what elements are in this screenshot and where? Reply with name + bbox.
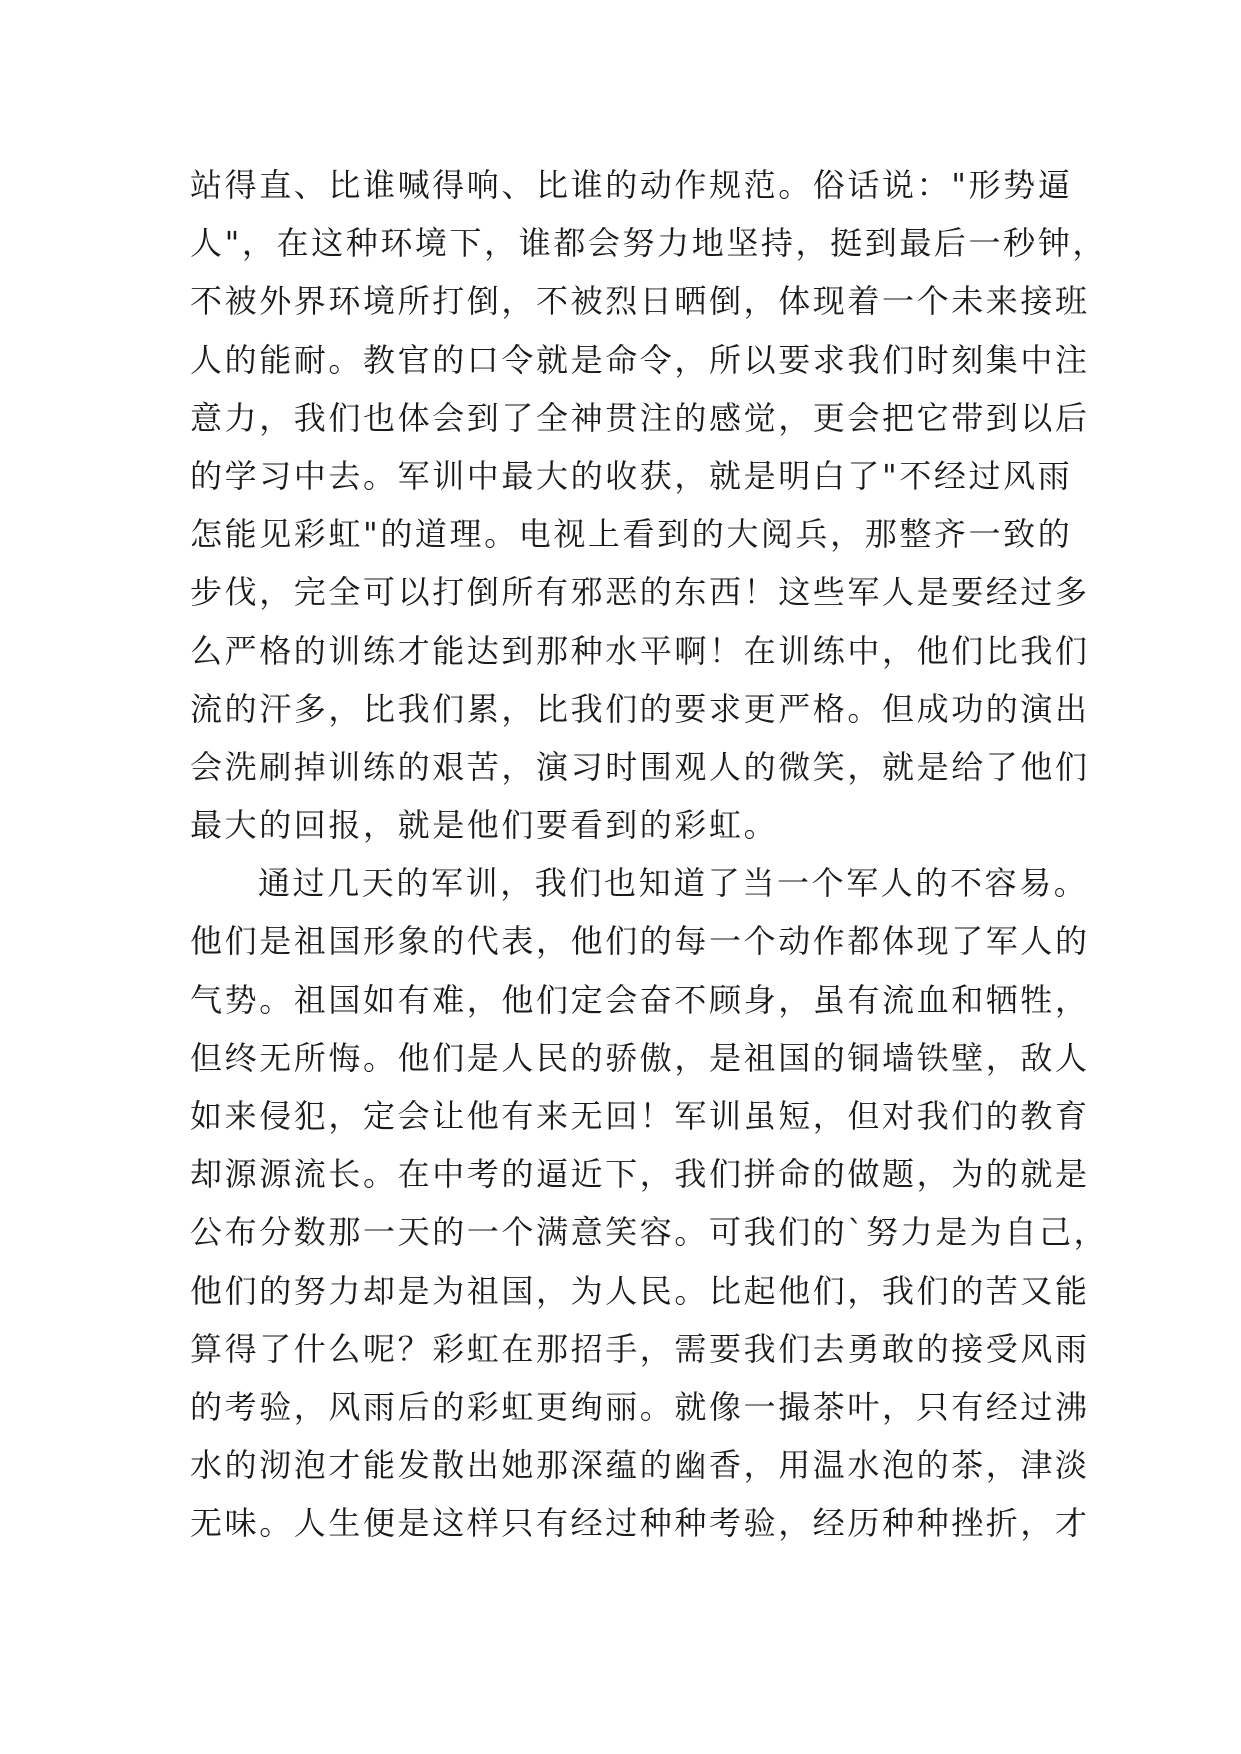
text-line: 无味。人生便是这样只有经过种种考验，经历种种挫折，才 — [190, 1504, 1090, 1543]
text-line: 步伐，完全可以打倒所有邪恶的东西！这些军人是要经过多 — [190, 573, 1090, 612]
text-line: 水的沏泡才能发散出她那深蕴的幽香，用温水泡的茶，津淡 — [190, 1446, 1090, 1485]
text-line: 怎能见彩虹"的道理。电视上看到的大阅兵，那整齐一致的 — [190, 515, 1073, 554]
text-line: 他们是祖国形象的代表，他们的每一个动作都体现了军人的 — [190, 922, 1090, 961]
text-line: 算得了什么呢？彩虹在那招手，需要我们去勇敢的接受风雨 — [190, 1329, 1090, 1368]
text-line: 的学习中去。军训中最大的收获，就是明白了"不经过风雨 — [190, 456, 1073, 495]
text-line: 人"，在这种环境下，谁都会努力地坚持，挺到最后一秒钟， — [190, 224, 1107, 263]
text-line: 最大的回报，就是他们要看到的彩虹。 — [190, 806, 779, 845]
body-text — [190, 156, 1109, 1553]
text-line: 但终无所悔。他们是人民的骄傲，是祖国的铜墙铁壁，敌人 — [190, 1038, 1090, 1077]
text-line: 如来侵犯，定会让他有来无回！军训虽短，但对我们的教育 — [190, 1097, 1090, 1135]
text-line: 不被外界环境所打倒，不被烈日晒倒，体现着一个未来接班 — [190, 282, 1090, 321]
text-line: 么严格的训练才能达到那种水平啊！在训练中，他们比我们 — [190, 631, 1090, 670]
text-line: 流的汗多，比我们累，比我们的要求更严格。但成功的演出 — [190, 689, 1090, 728]
text-line: 站得直、比谁喊得响、比谁的动作规范。俗话说："形势逼 — [190, 166, 1073, 204]
text-line: 公布分数那一天的一个满意笑容。可我们的`努力是为自己， — [190, 1213, 1109, 1252]
paragraph-start-line: 通过几天的军训，我们也知道了当一个军人的不容易。 — [258, 864, 1089, 903]
text-line: 意力，我们也体会到了全神贯注的感觉，更会把它带到以后 — [190, 398, 1090, 437]
text-line: 的考验，风雨后的彩虹更绚丽。就像一撮茶叶，只有经过沸 — [190, 1387, 1090, 1426]
text-line: 却源源流长。在中考的逼近下，我们拼命的做题，为的就是 — [190, 1155, 1090, 1194]
text-line: 人的能耐。教官的口令就是命令，所以要求我们时刻集中注 — [190, 340, 1090, 379]
text-line: 会洗刷掉训练的艰苦，演习时围观人的微笑，就是给了他们 — [190, 747, 1090, 786]
text-line: 气势。祖国如有难，他们定会奋不顾身，虽有流血和牺牲， — [190, 980, 1090, 1019]
text-line: 他们的努力却是为祖国，为人民。比起他们，我们的苦又能 — [190, 1271, 1090, 1310]
